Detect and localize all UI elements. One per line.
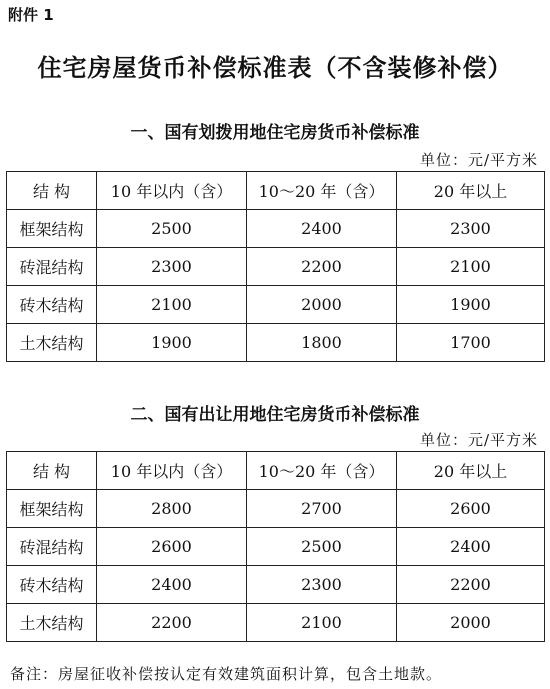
table-cell: 2200 — [397, 566, 545, 604]
table-cell: 2100 — [247, 604, 397, 642]
table-row — [7, 566, 545, 604]
row-label: 砖木结构 — [7, 286, 97, 324]
header-within-10-years: 10 年以内（含） — [97, 452, 247, 490]
table-row — [7, 286, 545, 324]
table-cell: 2500 — [97, 210, 247, 248]
table-header-row — [7, 172, 545, 210]
compensation-table-transferred-land — [6, 451, 545, 642]
section-title-transferred-land: 二、国有出让用地住宅房货币补偿标准 — [130, 405, 420, 425]
table-cell: 2200 — [247, 248, 397, 286]
table-row — [7, 604, 545, 642]
table-cell: 2400 — [247, 210, 397, 248]
table-cell: 1700 — [397, 324, 545, 362]
table-cell: 2200 — [97, 604, 247, 642]
table-cell: 2000 — [247, 286, 397, 324]
table-cell: 2600 — [97, 528, 247, 566]
row-label: 框架结构 — [7, 490, 97, 528]
row-label: 砖混结构 — [7, 248, 97, 286]
footnote: 备注：房屋征收补偿按认定有效建筑面积计算，包含土地款。 — [10, 665, 443, 683]
header-structure: 结 构 — [7, 452, 97, 490]
table-cell: 2100 — [97, 286, 247, 324]
table-cell: 2400 — [397, 528, 545, 566]
table-cell: 2300 — [97, 248, 247, 286]
table-row — [7, 324, 545, 362]
row-label: 土木结构 — [7, 324, 97, 362]
table-cell: 2600 — [397, 490, 545, 528]
table-cell: 2300 — [247, 566, 397, 604]
header-within-10-years: 10 年以内（含） — [97, 172, 247, 210]
table-row — [7, 210, 545, 248]
unit-label: 单位：元/平方米 — [419, 151, 538, 169]
header-over-20-years: 20 年以上 — [397, 452, 545, 490]
unit-label: 单位：元/平方米 — [419, 431, 538, 449]
section-title-allocated-land: 一、国有划拨用地住宅房货币补偿标准 — [130, 123, 420, 143]
table-header-row — [7, 452, 545, 490]
table-cell: 2500 — [247, 528, 397, 566]
table-cell: 2100 — [397, 248, 545, 286]
row-label: 砖木结构 — [7, 566, 97, 604]
table-cell: 1900 — [97, 324, 247, 362]
table-cell: 2800 — [97, 490, 247, 528]
row-label: 框架结构 — [7, 210, 97, 248]
table-cell: 2300 — [397, 210, 545, 248]
table-cell: 1900 — [397, 286, 545, 324]
table-row — [7, 490, 545, 528]
table-cell: 1800 — [247, 324, 397, 362]
table-cell: 2400 — [97, 566, 247, 604]
header-10-to-20-years: 10～20 年（含） — [247, 172, 397, 210]
header-structure: 结 构 — [7, 172, 97, 210]
attachment-label: 附件 1 — [8, 6, 54, 24]
header-10-to-20-years: 10～20 年（含） — [247, 452, 397, 490]
row-label: 土木结构 — [7, 604, 97, 642]
table-cell: 2000 — [397, 604, 545, 642]
table-cell: 2700 — [247, 490, 397, 528]
row-label: 砖混结构 — [7, 528, 97, 566]
table-row — [7, 528, 545, 566]
compensation-table-allocated-land — [6, 171, 545, 362]
header-over-20-years: 20 年以上 — [397, 172, 545, 210]
page-title: 住宅房屋货币补偿标准表（不含装修补偿） — [37, 54, 513, 82]
table-row — [7, 248, 545, 286]
